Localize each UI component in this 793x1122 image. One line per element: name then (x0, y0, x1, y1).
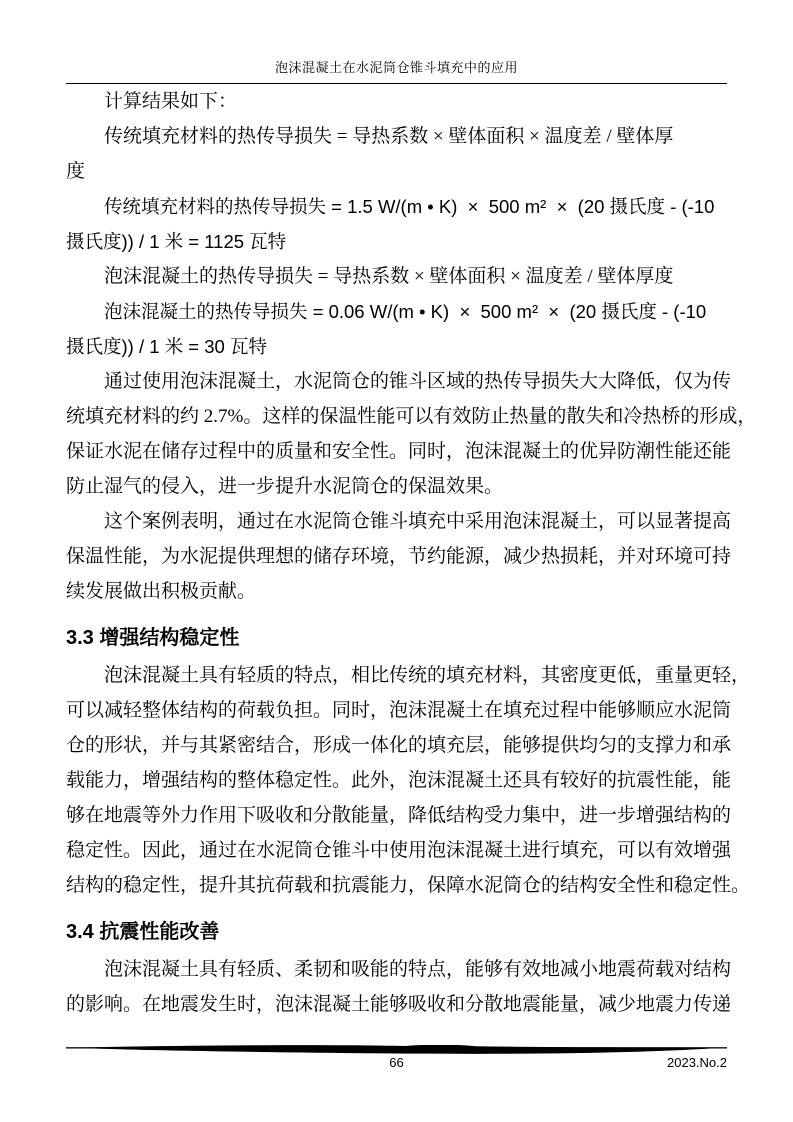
text-line: 泡沫混凝土具有轻质的特点，相比传统的填充材料，其密度更低，重量更轻， (104, 665, 751, 686)
text-line: 计算结果如下： (104, 91, 238, 112)
text-line: 可以减轻整体结构的荷载负担。同时，泡沫混凝土在填充过程中能够顺应水泥筒 (66, 700, 732, 721)
text-line: 保证水泥在储存过程中的质量和安全性。同时，泡沫混凝土的优异防潮性能还能 (66, 441, 732, 462)
issue-label: 2023.No.2 (667, 1055, 727, 1070)
section-heading: 3.3 增强结构稳定性 (66, 627, 240, 649)
paragraph (66, 294, 727, 364)
paragraph (66, 84, 727, 119)
text-line: 泡沫混凝土具有轻质、柔韧和吸能的特点，能够有效地减小地震荷载对结构 (104, 959, 732, 980)
paragraph (66, 504, 732, 609)
paragraph (66, 259, 727, 294)
page-number: 66 (389, 1055, 404, 1070)
paragraph (66, 119, 727, 189)
page-footer (66, 1055, 727, 1073)
text-line: 载能力，增强结构的整体稳定性。此外，泡沫混凝土还具有较好的抗震性能，能 (66, 770, 732, 791)
text-line: 摄氏度)) / 1 米 = 1125 瓦特 (66, 231, 287, 252)
paragraph (66, 658, 751, 903)
paragraph (66, 364, 757, 504)
text-line: 度 (66, 161, 86, 182)
text-line: 泡沫混凝土的热传导损失 = 0.06 W/(m • K) × 500 m² × (20 摄氏度 - (-10 (104, 301, 707, 322)
text-line: 泡沫混凝土的热传导损失 = 导热系数 × 壁体面积 × 温度差 / 壁体厚度 (104, 266, 674, 287)
text-line: 够在地震等外力作用下吸收和分散能量，降低结构受力集中，进一步增强结构的 (66, 805, 732, 826)
text-line: 这个案例表明，通过在水泥筒仓锥斗填充中采用泡沫混凝土，可以显著提高 (104, 511, 732, 532)
paragraph (66, 189, 727, 259)
running-title: 泡沫混凝土在水泥筒仓锥斗填充中的应用 (274, 60, 518, 75)
text-line: 的影响。在地震发生时，泡沫混凝土能够吸收和分散地震能量，减少地震力传递 (66, 994, 732, 1015)
text-line: 仓的形状，并与其紧密结合，形成一体化的填充层，能够提供均匀的支撑力和承 (66, 735, 732, 756)
section-heading: 3.4 抗震性能改善 (66, 921, 220, 943)
text-line: 稳定性。因此，通过在水泥筒仓锥斗中使用泡沫混凝土进行填充，可以有效增强 (66, 840, 732, 861)
paragraph (66, 952, 732, 1022)
text-line: 统填充材料的约 2.7%。这样的保温性能可以有效防止热量的散失和冷热桥的形成， (66, 406, 757, 427)
text-line: 通过使用泡沫混凝土，水泥筒仓的锥斗区域的热传导损失大大降低，仅为传 (104, 371, 732, 392)
text-line: 摄氏度)) / 1 米 = 30 瓦特 (66, 336, 267, 357)
text-line: 结构的稳定性，提升其抗荷载和抗震能力，保障水泥筒仓的结构安全性和稳定性。 (66, 875, 751, 896)
document-body (66, 84, 757, 1022)
text-line: 传统填充材料的热传导损失 = 1.5 W/(m • K) × 500 m² × (20 摄氏度 - (-10 (104, 196, 715, 217)
text-line: 续发展做出积极贡献。 (66, 581, 257, 602)
text-line: 传统填充材料的热传导损失 = 导热系数 × 壁体面积 × 温度差 / 壁体厚 (104, 126, 674, 147)
text-line: 保温性能，为水泥提供理想的储存环境，节约能源，减少热损耗，并对环境可持 (66, 546, 732, 567)
text-line: 防止湿气的侵入，进一步提升水泥筒仓的保温效果。 (66, 476, 504, 497)
